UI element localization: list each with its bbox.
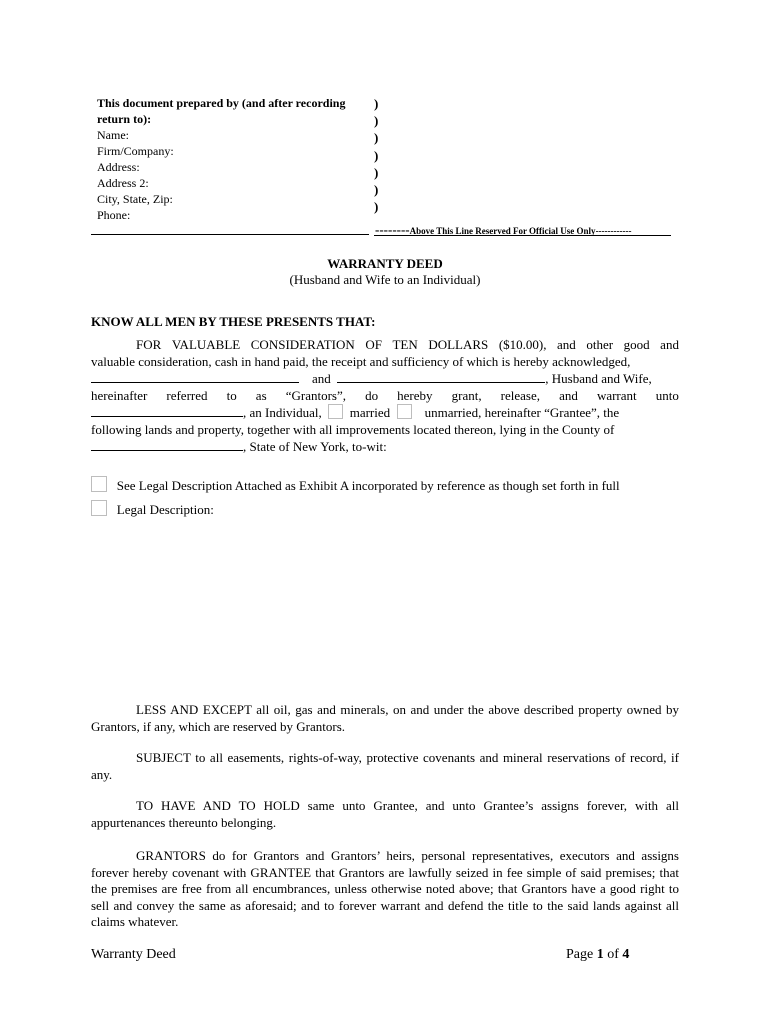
and-text: and: [312, 371, 331, 386]
prepared-by-block: [97, 95, 367, 223]
field-address-label: Address:: [97, 160, 140, 174]
field-firm-label: Firm/Company:: [97, 144, 174, 158]
of-label: of: [607, 947, 619, 962]
word: do: [365, 388, 379, 403]
grantor1-name-field[interactable]: [91, 370, 299, 383]
prepared-by-rule: [91, 234, 369, 235]
word: warrant: [596, 388, 637, 403]
subject-text: SUBJECT to all easements, rights-of-way, protective covenants and mineral reservations of record, if any.: [91, 750, 679, 782]
field-city-state-zip-label: City, State, Zip:: [97, 192, 173, 206]
field-phone-label: Phone:: [97, 208, 131, 222]
consideration-line3: [91, 370, 679, 387]
unmarried-label: unmarried, hereinafter “Grantee”, the: [424, 405, 620, 420]
paren-column: [374, 95, 378, 215]
grantor2-name-field[interactable]: [337, 370, 545, 383]
document-subtitle: (Husband and Wife to an Individual): [289, 272, 481, 287]
word: to: [226, 388, 237, 403]
official-use-rule: [374, 235, 671, 236]
grantors-covenant-paragraph: [91, 848, 679, 931]
consideration-line6: following lands and property, together with all improvements located thereon, lying in the County of: [91, 422, 615, 437]
paren: ): [374, 199, 379, 215]
grantee-name-field[interactable]: [91, 404, 243, 417]
word: hereby: [397, 388, 433, 403]
consideration-line1: FOR VALUABLE CONSIDERATION OF TEN DOLLARS ($10.00), and other good and: [136, 337, 679, 352]
page-label: Page: [566, 947, 594, 962]
word: unto: [655, 388, 679, 403]
less-except-text: LESS AND EXCEPT all oil, gas and minerals, on and under the above described property owned by Grantors, if any, which are reserved by Grantors.: [91, 702, 679, 734]
husband-wife-text: , Husband and Wife,: [545, 371, 652, 386]
word: and: [559, 388, 578, 403]
official-use-text: Above This Line Reserved For Official Use Only: [409, 226, 596, 236]
legal-description-option: [91, 500, 679, 518]
county-field[interactable]: [91, 438, 243, 451]
paren: ): [374, 130, 379, 146]
page-total: 4: [622, 947, 630, 962]
exhibit-label: See Legal Description Attached as Exhibit A incorporated by reference as though set forth in full: [116, 478, 620, 493]
to-have-paragraph: [91, 798, 679, 831]
paren: ): [374, 164, 379, 180]
paren: ): [374, 113, 379, 129]
paren: ): [374, 147, 379, 163]
legal-description-checkbox[interactable]: [91, 500, 107, 516]
less-except-paragraph: [91, 702, 679, 735]
to-have-text: TO HAVE AND TO HOLD same unto Grantee, and unto Grantee’s assigns forever, with all appurtenances thereunto belonging.: [91, 798, 679, 830]
married-label: married: [349, 405, 391, 420]
word: release,: [500, 388, 540, 403]
paren: ): [374, 182, 379, 198]
document-title: WARRANTY DEED: [327, 256, 443, 271]
individual-text: , an Individual,: [243, 405, 322, 420]
legal-description-label: Legal Description:: [116, 502, 214, 517]
official-dashes-left: --------: [375, 222, 410, 237]
page-indicator: [566, 947, 629, 963]
consideration-line7: [91, 438, 679, 455]
paren: ): [374, 96, 379, 111]
unmarried-checkbox[interactable]: [397, 404, 412, 419]
official-dashes-right: ------------: [595, 226, 632, 236]
consideration-line4: [91, 387, 679, 404]
word: grant,: [451, 388, 482, 403]
consideration-line5: [91, 404, 679, 421]
page-number: 1: [596, 947, 604, 962]
word: as: [255, 388, 267, 403]
exhibit-checkbox[interactable]: [91, 476, 107, 492]
field-address2-label: Address 2:: [97, 176, 149, 190]
married-checkbox[interactable]: [328, 404, 343, 419]
prepared-by-heading-line1: This document prepared by (and after recording: [97, 96, 346, 110]
field-name-label: Name:: [97, 128, 129, 142]
state-text: , State of New York, to-wit:: [243, 439, 387, 454]
footer-title: Warranty Deed: [91, 947, 176, 962]
consideration-line2: valuable consideration, cash in hand paid, the receipt and sufficiency of which is hereby acknowledged,: [91, 354, 631, 369]
know-all-men-heading: KNOW ALL MEN BY THESE PRESENTS THAT:: [91, 314, 376, 329]
word: hereinafter: [91, 388, 148, 403]
word: “Grantors”,: [285, 388, 346, 403]
word: referred: [166, 388, 208, 403]
grantors-covenant-text: GRANTORS do for Grantors and Grantors’ heirs, personal representatives, executors and assigns forever hereby covenant with GRANTEE that Grantors are lawfully seized in fee simple of said premises; that the premises are free from all encumbrances, unless otherwise noted above; that Grantors have a good right to sell and convey the same as aforesaid; and to forever warrant and defend the title to the said lands against all claims whatever.: [91, 848, 679, 929]
exhibit-option: [91, 476, 679, 494]
subject-paragraph: [91, 750, 679, 783]
prepared-by-heading-line2: return to):: [97, 112, 152, 126]
